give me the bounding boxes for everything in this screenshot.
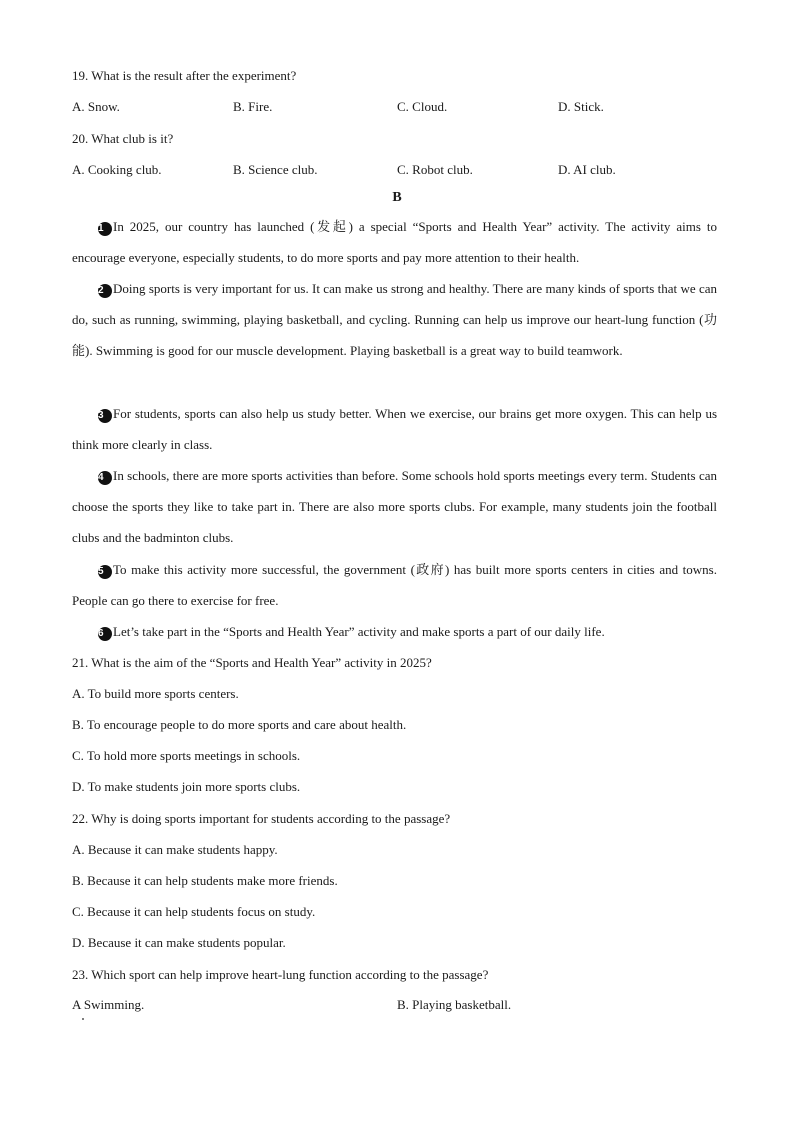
paragraph-number-2: 2 [98, 284, 112, 298]
q19-option-c: C. Cloud. [397, 99, 448, 114]
q22-option-b: B. Because it can help students make more friends. [72, 873, 338, 888]
q21-option-c: C. To hold more sports meetings in schools. [72, 748, 301, 763]
q22-option-a: A. Because it can make students happy. [72, 842, 278, 857]
q21-option-d: D. To make students join more sports clubs. [72, 779, 301, 794]
paragraph-text-3: For students, sports can also help us study better. When we exercise, our brains get more oxygen. This can help us think more clearly in class. [72, 406, 717, 453]
question-22-stem: 22. Why is doing sports important for students according to the passage? [72, 811, 451, 826]
stray-dot [82, 1018, 84, 1020]
paragraph-text-5: To make this activity more successful, the government (政府) has built more sports centers in cities and towns. People can go there to exercise for free. [72, 562, 717, 609]
q21-option-a: A. To build more sports centers. [72, 686, 239, 701]
paragraph-number-6: 6 [98, 627, 112, 641]
passage-paragraph-1 [72, 211, 717, 273]
paragraph-number-1: 1 [98, 222, 112, 236]
q19-option-b: B. Fire. [233, 99, 273, 114]
question-20-options [72, 162, 732, 180]
paragraph-text-6: Let’s take part in the “Sports and Health Year” activity and make sports a part of our daily life. [113, 624, 605, 639]
q23-option-b: B. Playing basketball. [397, 997, 512, 1012]
q20-option-d: D. AI club. [558, 162, 616, 177]
q20-option-b: B. Science club. [233, 162, 318, 177]
question-21-stem: 21. What is the aim of the “Sports and Health Year” activity in 2025? [72, 655, 432, 670]
paragraph-text-2: Doing sports is very important for us. It can make us strong and healthy. There are many kinds of sports that we can do, such as running, swimming, playing basketball, and cycling. Running can help us improve our heart-lung function (功能). Swimming is good for our muscle development. Playing basketball is a great way to build teamwork. [72, 281, 717, 359]
paragraph-text-1: In 2025, our country has launched (发起) a special “Sports and Health Year” activity. The activity aims to encourage everyone, especially students, to do more sports and pay more attention to their health. [72, 219, 717, 266]
passage-paragraph-4 [72, 460, 717, 554]
section-b-heading: B [392, 190, 402, 205]
question-23-options [72, 997, 732, 1015]
passage-paragraph-2 [72, 273, 717, 367]
question-19-stem: 19. What is the result after the experiment? [72, 68, 297, 83]
q19-option-a: A. Snow. [72, 99, 120, 114]
passage-paragraph-5 [72, 554, 717, 616]
passage-paragraph-6 [72, 616, 717, 647]
question-23-stem: 23. Which sport can help improve heart-lung function according to the passage? [72, 967, 489, 982]
q20-option-a: A. Cooking club. [72, 162, 162, 177]
passage-paragraph-3 [72, 398, 717, 460]
paragraph-number-5: 5 [98, 565, 112, 579]
paragraph-number-4: 4 [98, 471, 112, 485]
q21-option-b: B. To encourage people to do more sports and care about health. [72, 717, 407, 732]
paragraph-number-3: 3 [98, 409, 112, 423]
q20-option-c: C. Robot club. [397, 162, 473, 177]
q19-option-d: D. Stick. [558, 99, 604, 114]
paragraph-text-4: In schools, there are more sports activities than before. Some schools hold sports meetings every term. Students can choose the sports they like to take part in. There are also more sports clubs. For example, many students join the football clubs and the badminton clubs. [72, 468, 717, 546]
q22-option-c: C. Because it can help students focus on study. [72, 904, 316, 919]
question-19-options [72, 99, 732, 117]
q22-option-d: D. Because it can make students popular. [72, 935, 286, 950]
q23-option-a: A Swimming. [72, 997, 145, 1012]
question-20-stem: 20. What club is it? [72, 131, 174, 146]
